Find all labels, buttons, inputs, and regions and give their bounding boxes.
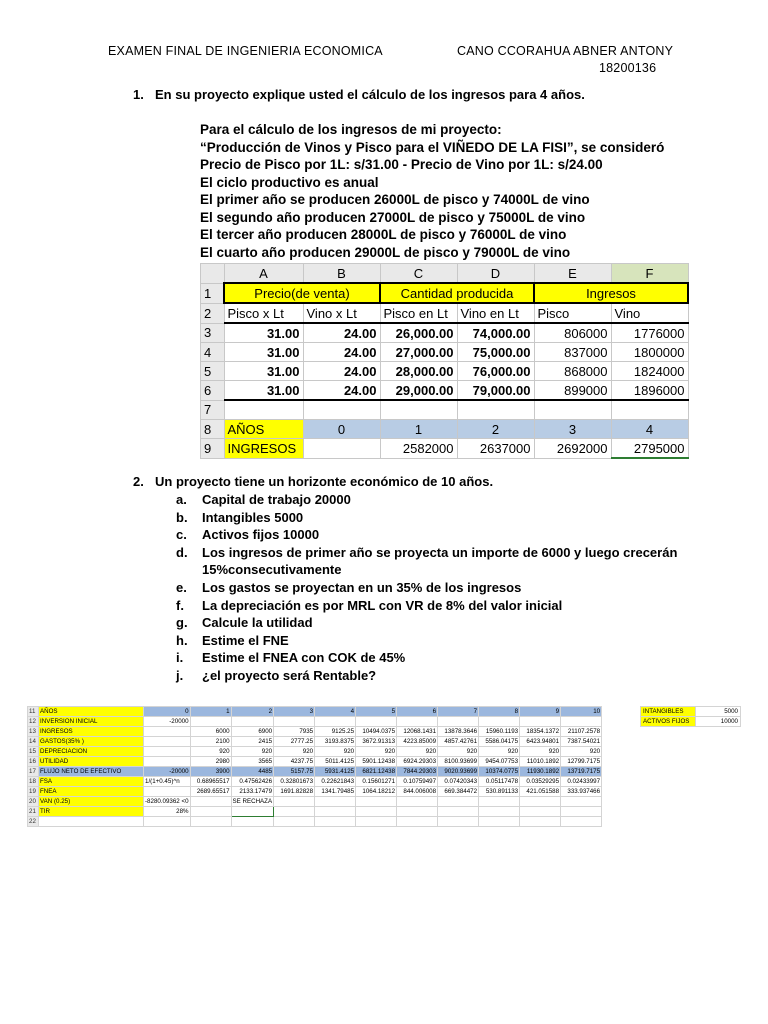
cell[interactable] xyxy=(224,400,303,420)
cell[interactable] xyxy=(190,817,231,827)
cell[interactable]: 920 xyxy=(231,747,274,757)
table-row xyxy=(28,737,602,747)
cell[interactable] xyxy=(397,817,438,827)
cell[interactable]: 920 xyxy=(520,747,561,757)
cell[interactable] xyxy=(144,787,191,797)
cell[interactable] xyxy=(534,400,611,420)
list-item xyxy=(176,509,677,527)
cell[interactable] xyxy=(144,747,191,757)
cell[interactable] xyxy=(315,797,356,807)
list-item xyxy=(176,579,677,597)
sub-header[interactable]: Vino x Lt xyxy=(303,303,380,323)
list-item xyxy=(176,632,677,650)
cell[interactable] xyxy=(231,817,274,827)
cell[interactable]: 0.22621843 xyxy=(315,777,356,787)
cell[interactable]: 1824000 xyxy=(611,362,688,381)
cell[interactable]: 4223.85009 xyxy=(397,737,438,747)
cell[interactable] xyxy=(438,817,479,827)
column-header[interactable]: A xyxy=(224,264,303,284)
income-cell[interactable]: 2795000 xyxy=(611,439,688,459)
table-row xyxy=(28,727,602,737)
cell[interactable] xyxy=(561,797,602,807)
price-group-header[interactable]: Precio(de venta) xyxy=(224,283,380,303)
cell[interactable]: 7 xyxy=(438,707,479,717)
cell[interactable] xyxy=(479,797,520,807)
cell[interactable]: 6423.94801 xyxy=(520,737,561,747)
cell[interactable] xyxy=(315,717,356,727)
question-1-text: En su proyecto explique usted el cálculo de los ingresos para 4 años. xyxy=(155,87,585,102)
cell[interactable]: 10494.0375 xyxy=(356,727,397,737)
cell[interactable]: 669.384472 xyxy=(438,787,479,797)
column-header[interactable]: D xyxy=(457,264,534,284)
cell[interactable] xyxy=(397,807,438,817)
year-cell[interactable]: 1 xyxy=(380,420,457,439)
cell[interactable]: 4857.42761 xyxy=(438,737,479,747)
cell[interactable]: 4237.75 xyxy=(274,757,315,767)
cell[interactable] xyxy=(438,797,479,807)
cell[interactable] xyxy=(144,727,191,737)
row-header[interactable]: 17 xyxy=(28,767,39,777)
cell[interactable] xyxy=(144,757,191,767)
cell[interactable] xyxy=(274,817,315,827)
cell[interactable] xyxy=(144,817,191,827)
author-name: CANO CCORAHUA ABNER ANTONY xyxy=(457,44,674,58)
cell[interactable]: 5011.4125 xyxy=(315,757,356,767)
table-row xyxy=(28,787,602,797)
row-label[interactable]: INVERSION INICIAL xyxy=(39,717,144,727)
question-2-text: Un proyecto tiene un horizonte económico de 10 años. xyxy=(155,474,494,489)
cell[interactable]: 0 xyxy=(144,707,191,717)
cell[interactable]: 5931.4125 xyxy=(315,767,356,777)
explanation-line: El primer año se producen 26000L de pisco y 74000L de vino xyxy=(200,192,590,207)
income-cell[interactable]: 2637000 xyxy=(457,439,534,459)
cell[interactable]: 79,000.00 xyxy=(457,381,534,401)
table-row xyxy=(28,747,602,757)
row-label[interactable]: UTILIDAD xyxy=(39,757,144,767)
list-item xyxy=(176,561,677,579)
document-title: EXAMEN FINAL DE INGENIERIA ECONOMICA xyxy=(108,44,383,58)
income-group-header[interactable]: Ingresos xyxy=(534,283,688,303)
column-header[interactable]: B xyxy=(303,264,380,284)
table-row xyxy=(28,767,602,777)
year-cell[interactable]: 0 xyxy=(303,420,380,439)
cell[interactable]: 3900 xyxy=(190,767,231,777)
explanation-line: El ciclo productivo es anual xyxy=(200,174,379,190)
cell[interactable]: 1341.79485 xyxy=(315,787,356,797)
cell[interactable]: 9 xyxy=(520,707,561,717)
cell[interactable] xyxy=(356,817,397,827)
cell[interactable]: 1064.18212 xyxy=(356,787,397,797)
cell[interactable]: 28% xyxy=(144,807,191,817)
cell[interactable] xyxy=(520,817,561,827)
income-cell[interactable]: 2582000 xyxy=(380,439,457,459)
cell[interactable] xyxy=(561,817,602,827)
cell[interactable]: 9125.25 xyxy=(315,727,356,737)
table-row xyxy=(28,717,602,727)
row-label[interactable]: GASTOS(35% ) xyxy=(39,737,144,747)
cell[interactable]: 4485 xyxy=(231,767,274,777)
cell[interactable]: 5586.04175 xyxy=(479,737,520,747)
cell[interactable]: 920 xyxy=(397,747,438,757)
table-row xyxy=(641,717,741,727)
row-header[interactable]: 15 xyxy=(28,747,39,757)
sub-header[interactable]: Vino en Lt xyxy=(457,303,534,323)
row-header[interactable]: 5 xyxy=(201,362,225,381)
cell[interactable]: 24.00 xyxy=(303,362,380,381)
cell[interactable] xyxy=(520,717,561,727)
cell[interactable]: 6924.29303 xyxy=(397,757,438,767)
cell[interactable]: 27,000.00 xyxy=(380,343,457,362)
cell[interactable]: 28,000.00 xyxy=(380,362,457,381)
cell[interactable]: 0.02433997 xyxy=(561,777,602,787)
corner-cell[interactable] xyxy=(201,264,225,284)
list-item xyxy=(176,649,677,667)
row-header[interactable]: 21 xyxy=(28,807,39,817)
row-header[interactable]: 20 xyxy=(28,797,39,807)
cell[interactable]: 0.68965517 xyxy=(190,777,231,787)
table-row xyxy=(28,757,602,767)
cell[interactable]: 2 xyxy=(231,707,274,717)
cell[interactable]: 920 xyxy=(438,747,479,757)
cell[interactable] xyxy=(144,737,191,747)
item-letter: b. xyxy=(176,509,188,525)
assets-spreadsheet xyxy=(640,706,741,727)
asset-value[interactable]: 5000 xyxy=(696,707,741,717)
cell[interactable]: 3193.8375 xyxy=(315,737,356,747)
question-1-explanation xyxy=(200,121,664,261)
row-header[interactable]: 3 xyxy=(201,323,225,343)
quantity-group-header[interactable]: Cantidad producida xyxy=(380,283,534,303)
cell[interactable] xyxy=(231,717,274,727)
row-header[interactable]: 19 xyxy=(28,787,39,797)
cell[interactable]: 5157.75 xyxy=(274,767,315,777)
row-header[interactable]: 4 xyxy=(201,343,225,362)
row-header[interactable]: 6 xyxy=(201,381,225,401)
year-cell[interactable]: 2 xyxy=(457,420,534,439)
cell[interactable]: 920 xyxy=(190,747,231,757)
cell[interactable] xyxy=(356,807,397,817)
cell[interactable]: 3 xyxy=(274,707,315,717)
cell[interactable]: 9020.93699 xyxy=(438,767,479,777)
cell[interactable]: 837000 xyxy=(534,343,611,362)
cell[interactable]: 9454.07753 xyxy=(479,757,520,767)
cell[interactable]: 1896000 xyxy=(611,381,688,401)
row-label[interactable]: FSA xyxy=(39,777,144,787)
sub-header[interactable]: Vino xyxy=(611,303,688,323)
cell[interactable]: 2689.65517 xyxy=(190,787,231,797)
cell[interactable]: 1 xyxy=(190,707,231,717)
income-cell[interactable] xyxy=(303,439,380,459)
row-header[interactable]: 22 xyxy=(28,817,39,827)
cell[interactable]: 15960.1193 xyxy=(479,727,520,737)
cell[interactable] xyxy=(561,717,602,727)
cell[interactable]: 2415 xyxy=(231,737,274,747)
row-label[interactable] xyxy=(39,817,144,827)
table-row xyxy=(28,807,602,817)
row-header[interactable]: 8 xyxy=(201,420,225,439)
item-text: Estime el FNEA con COK de 45% xyxy=(202,650,406,666)
cell[interactable] xyxy=(380,400,457,420)
cell[interactable]: 29,000.00 xyxy=(380,381,457,401)
cell[interactable]: 0.32801673 xyxy=(274,777,315,787)
row-header[interactable]: 14 xyxy=(28,737,39,747)
cell[interactable] xyxy=(190,797,231,807)
cell[interactable]: 0.47562426 xyxy=(231,777,274,787)
cell[interactable] xyxy=(479,817,520,827)
cell[interactable]: 2777.25 xyxy=(274,737,315,747)
cell[interactable]: 5901.12438 xyxy=(356,757,397,767)
row-label[interactable]: DEPRECIACION xyxy=(39,747,144,757)
row-label[interactable]: FNEA xyxy=(39,787,144,797)
year-cell[interactable]: 3 xyxy=(534,420,611,439)
cell[interactable]: 920 xyxy=(479,747,520,757)
cell[interactable]: 31.00 xyxy=(224,323,303,343)
cell[interactable] xyxy=(520,797,561,807)
table-row xyxy=(28,817,602,827)
cell[interactable] xyxy=(479,807,520,817)
explanation-line: El tercer año producen 28000L de pisco y 76000L de vino xyxy=(200,227,567,242)
cell[interactable] xyxy=(190,717,231,727)
sub-header[interactable]: Pisco xyxy=(534,303,611,323)
cell[interactable] xyxy=(274,797,315,807)
explanation-line: Para el cálculo de los ingresos de mi proyecto: xyxy=(200,122,502,137)
list-item xyxy=(176,491,677,509)
column-header[interactable]: C xyxy=(380,264,457,284)
cell[interactable]: 26,000.00 xyxy=(380,323,457,343)
list-item xyxy=(176,526,677,544)
cell[interactable]: 2100 xyxy=(190,737,231,747)
table-row xyxy=(28,777,602,787)
item-letter: e. xyxy=(176,579,187,595)
item-text: ¿el proyecto será Rentable? xyxy=(202,667,377,683)
list-item xyxy=(176,597,677,615)
income-cell[interactable]: 2692000 xyxy=(534,439,611,459)
cell[interactable]: 11930.1892 xyxy=(520,767,561,777)
item-letter: d. xyxy=(176,544,188,560)
item-letter: a. xyxy=(176,492,187,507)
item-letter: h. xyxy=(176,632,188,648)
question-2-list xyxy=(176,491,677,685)
item-text: La depreciación es por MRL con VR de 8% del valor inicial xyxy=(202,597,563,613)
row-header[interactable]: 18 xyxy=(28,777,39,787)
cashflow-spreadsheet xyxy=(27,706,602,827)
row-label[interactable]: TIR xyxy=(39,807,144,817)
cell[interactable]: 0.03529295 xyxy=(520,777,561,787)
cell[interactable] xyxy=(356,717,397,727)
cell[interactable]: 74,000.00 xyxy=(457,323,534,343)
cell[interactable]: 31.00 xyxy=(224,381,303,401)
cell[interactable]: 31.00 xyxy=(224,343,303,362)
cell[interactable]: 2133.17479 xyxy=(231,787,274,797)
cell[interactable]: 844.006008 xyxy=(397,787,438,797)
cell[interactable] xyxy=(231,807,274,817)
item-text: Calcule la utilidad xyxy=(202,615,313,631)
list-item xyxy=(176,544,677,562)
cell[interactable] xyxy=(479,717,520,727)
cell[interactable]: 5 xyxy=(356,707,397,717)
cell[interactable]: 421.051588 xyxy=(520,787,561,797)
cell[interactable]: 0.07420343 xyxy=(438,777,479,787)
cell[interactable]: -8280.09362 <0 xyxy=(145,798,189,805)
item-text: Intangibles 5000 xyxy=(202,509,304,525)
cell[interactable] xyxy=(315,817,356,827)
cell[interactable] xyxy=(611,400,688,420)
cell[interactable]: 75,000.00 xyxy=(457,343,534,362)
cell[interactable]: -20000 xyxy=(144,767,191,777)
cell[interactable] xyxy=(274,807,315,817)
explanation-line: El cuarto año producen 29000L de pisco y 79000L de vino xyxy=(200,244,571,260)
row-header[interactable]: 7 xyxy=(201,400,225,420)
cell[interactable] xyxy=(438,807,479,817)
row-label[interactable]: FLUJO NETO DE EFECTIVO xyxy=(39,767,144,777)
column-header[interactable]: E xyxy=(534,264,611,284)
cell[interactable]: 1/(1+0.45)^n xyxy=(144,777,191,787)
row-header[interactable]: 13 xyxy=(28,727,39,737)
item-text: Activos fijos 10000 xyxy=(202,527,320,543)
row-header[interactable]: 9 xyxy=(201,439,225,459)
cell[interactable]: 6900 xyxy=(231,727,274,737)
cell[interactable]: 0.10759497 xyxy=(397,777,438,787)
cell[interactable]: 0.05117478 xyxy=(479,777,520,787)
table-row xyxy=(28,797,602,807)
row-header[interactable]: 1 xyxy=(201,283,225,303)
cell[interactable]: 4 xyxy=(315,707,356,717)
cell[interactable] xyxy=(274,717,315,727)
cell[interactable]: 76,000.00 xyxy=(457,362,534,381)
item-letter: g. xyxy=(176,615,188,631)
cell[interactable]: 3672.91313 xyxy=(356,737,397,747)
item-letter: f. xyxy=(176,597,184,613)
cell[interactable]: 21107.2578 xyxy=(561,727,602,737)
year-cell[interactable]: 4 xyxy=(611,420,688,439)
item-letter: c. xyxy=(176,527,187,543)
asset-value[interactable]: 10000 xyxy=(696,717,741,727)
cell[interactable]: 11010.1892 xyxy=(520,757,561,767)
row-label[interactable]: VAN (0.25) xyxy=(39,797,144,807)
cell[interactable]: 8100.93699 xyxy=(438,757,479,767)
item-letter: i. xyxy=(176,650,184,666)
cell[interactable] xyxy=(457,400,534,420)
row-label[interactable]: INGRESOS xyxy=(39,727,144,737)
cell[interactable]: 1776000 xyxy=(611,323,688,343)
row-header[interactable]: 2 xyxy=(201,303,225,323)
cell[interactable]: 13878.3646 xyxy=(438,727,479,737)
cell[interactable]: 1691.82828 xyxy=(274,787,315,797)
cell[interactable]: 530.891133 xyxy=(479,787,520,797)
cell[interactable]: 18354.1372 xyxy=(520,727,561,737)
row-header[interactable]: 11 xyxy=(28,707,39,717)
row-label[interactable]: AÑOS xyxy=(39,707,144,717)
cell[interactable]: 6000 xyxy=(190,727,231,737)
list-item xyxy=(176,614,677,632)
cell[interactable] xyxy=(315,807,356,817)
cell[interactable]: 10 xyxy=(561,707,602,717)
cell[interactable]: 2980 xyxy=(190,757,231,767)
cell[interactable]: 920 xyxy=(356,747,397,757)
sub-header[interactable]: Pisco x Lt xyxy=(224,303,303,323)
cell[interactable]: 24.00 xyxy=(303,343,380,362)
cell[interactable] xyxy=(520,807,561,817)
item-text: Los ingresos de primer año se proyecta un importe de 6000 y luego crecerán xyxy=(202,544,678,560)
cell[interactable] xyxy=(397,797,438,807)
cell[interactable]: 899000 xyxy=(534,381,611,401)
cell[interactable]: 24.00 xyxy=(303,323,380,343)
cell[interactable]: 868000 xyxy=(534,362,611,381)
cell[interactable]: 920 xyxy=(315,747,356,757)
cell[interactable] xyxy=(397,717,438,727)
asset-label[interactable]: INTANGIBLES xyxy=(641,707,696,717)
cell[interactable]: 12799.7175 xyxy=(561,757,602,767)
table-row xyxy=(28,707,602,717)
cell[interactable]: 12068.1431 xyxy=(397,727,438,737)
explanation-line: El segundo año producen 27000L de pisco y 75000L de vino xyxy=(200,209,586,225)
income-label[interactable]: INGRESOS xyxy=(224,439,303,459)
cell[interactable] xyxy=(438,717,479,727)
cell[interactable]: 1800000 xyxy=(611,343,688,362)
row-header[interactable]: 16 xyxy=(28,757,39,767)
asset-label[interactable]: ACTIVOS FIJOS xyxy=(641,717,696,727)
cell[interactable]: 31.00 xyxy=(224,362,303,381)
cell[interactable] xyxy=(561,807,602,817)
item-text: 15%consecutivamente xyxy=(202,562,342,578)
question-1-number: 1. xyxy=(133,87,144,102)
cell[interactable]: 24.00 xyxy=(303,381,380,401)
cell[interactable]: 3565 xyxy=(231,757,274,767)
cell[interactable]: SE RECHAZA xyxy=(232,798,273,805)
explanation-line: “Producción de Vinos y Pisco para el VIÑEDO DE LA FISI”, se consideró xyxy=(200,139,665,155)
cell[interactable]: -20000 xyxy=(144,717,191,727)
cell[interactable] xyxy=(190,807,231,817)
item-text: Capital de trabajo 20000 xyxy=(202,492,351,507)
column-header[interactable]: F xyxy=(611,264,688,284)
income-spreadsheet xyxy=(200,263,689,459)
question-2-number: 2. xyxy=(133,474,144,489)
table-row xyxy=(641,707,741,717)
cell[interactable]: 13719.7175 xyxy=(561,767,602,777)
list-item xyxy=(176,667,677,685)
cell[interactable]: 7844.29303 xyxy=(397,767,438,777)
cell[interactable] xyxy=(356,797,397,807)
item-text: Estime el FNE xyxy=(202,632,289,648)
cell[interactable]: 333.937466 xyxy=(561,787,602,797)
cell[interactable]: 8 xyxy=(479,707,520,717)
cell[interactable]: 10374.0775 xyxy=(479,767,520,777)
item-text: Los gastos se proyectan en un 35% de los ingresos xyxy=(202,579,522,595)
sub-header[interactable]: Pisco en Lt xyxy=(380,303,457,323)
cell[interactable]: 920 xyxy=(274,747,315,757)
row-header[interactable]: 12 xyxy=(28,717,39,727)
student-code: 18200136 xyxy=(599,61,657,75)
cell[interactable]: 6 xyxy=(397,707,438,717)
cell[interactable]: 7387.54021 xyxy=(561,737,602,747)
cell[interactable] xyxy=(303,400,380,420)
cell[interactable]: 6821.12438 xyxy=(356,767,397,777)
explanation-line: Precio de Pisco por 1L: s/31.00 - Precio de Vino por 1L: s/24.00 xyxy=(200,157,603,172)
cell[interactable]: 806000 xyxy=(534,323,611,343)
years-label[interactable]: AÑOS xyxy=(224,420,303,439)
cell[interactable]: 920 xyxy=(561,747,602,757)
item-letter: j. xyxy=(176,667,184,683)
cell[interactable]: 0.15601271 xyxy=(356,777,397,787)
cell[interactable]: 7935 xyxy=(274,727,315,737)
